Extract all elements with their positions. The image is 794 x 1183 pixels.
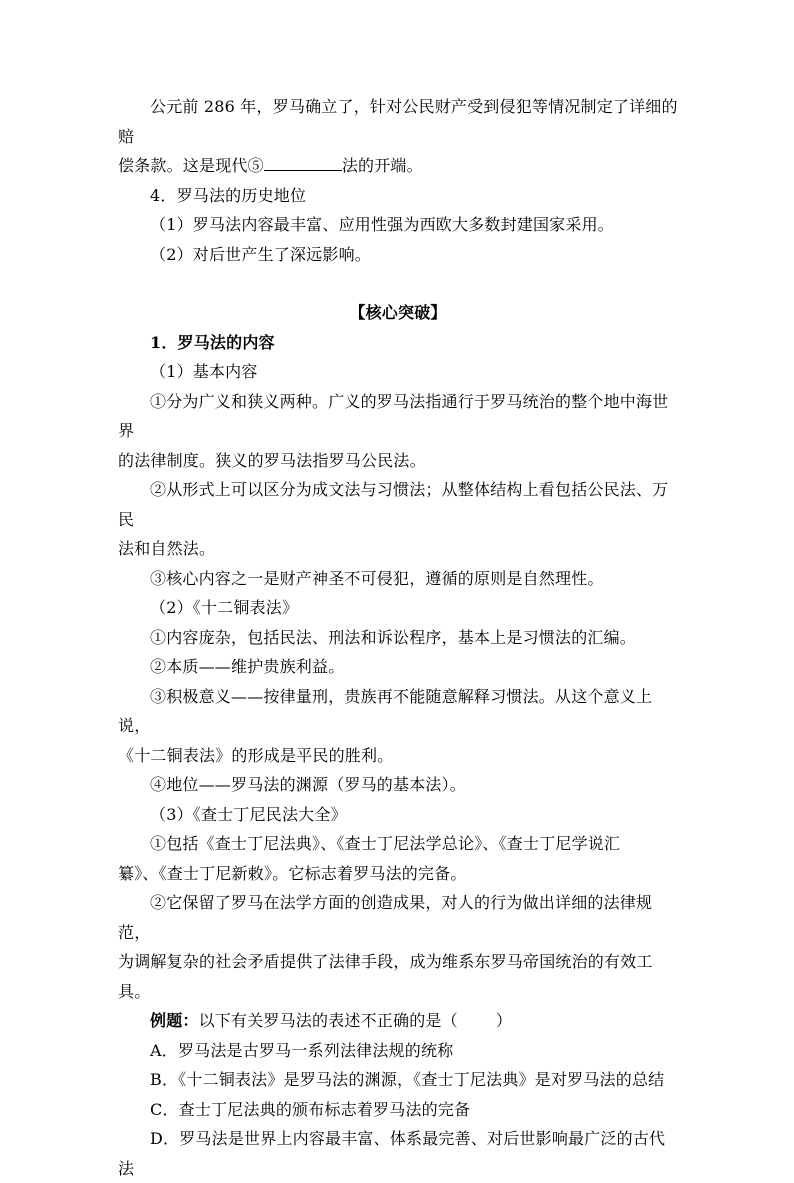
twelve-tables-p3-line-2: 《十二铜表法》的形成是平民的胜利。	[118, 745, 394, 765]
twelve-tables-p1: ①内容庞杂，包括民法、刑法和诉讼程序，基本上是习惯法的汇编。	[150, 627, 637, 647]
core-breakthrough-title: 【核心突破】	[349, 303, 447, 322]
twelve-tables-p3-line-1: ③积极意义——按律量刑，贵族再不能随意解释习惯法。从这个意义上说，	[118, 686, 653, 735]
intro-line-2	[118, 151, 678, 181]
justinian-p2-line-2: 为调解复杂的社会矛盾提供了法律手段，成为维系东罗马帝国统治的有效工具。	[118, 952, 653, 1001]
option-b: B．《十二铜表法》是罗马法的渊源，《查士丁尼法典》是对罗马法的总结	[150, 1070, 665, 1089]
intro-line-2-before-blank: 偿条款。这是现代⑤	[118, 156, 264, 175]
example-question-text-after: ）	[495, 1011, 513, 1030]
example-label: 例题：	[150, 1011, 199, 1030]
example-question	[118, 1006, 678, 1036]
option-c: C．查士丁尼法典的颁布标志着罗马法的完备	[150, 1099, 471, 1119]
basic-p3: ③核心内容之一是财产神圣不可侵犯，遵循的原则是自然理性。	[150, 568, 604, 588]
section-spacer	[118, 269, 678, 298]
history-item-2: （2）对后世产生了深远影响。	[150, 244, 371, 264]
basic-p2-line-2: 法和自然法。	[118, 539, 216, 558]
justinian-heading: （3）《查士丁尼民法大全》	[150, 804, 347, 824]
basic-p1-line-1: ①分为广义和狭义两种。广义的罗马法指通行于罗马统治的整个地中海世界	[118, 391, 669, 440]
basic-p1-line-2: 的法律制度。狭义的罗马法指罗马公民法。	[118, 450, 426, 470]
option-a: A．罗马法是古罗马一系列法律法规的统称	[150, 1040, 454, 1060]
twelve-tables-p4: ④地位——罗马法的渊源（罗马的基本法）。	[150, 775, 467, 794]
basic-p2-line-1: ②从形式上可以区分为成文法与习惯法；从整体结构上看包括公民法、万民	[118, 480, 669, 529]
example-question-text-before: 以下有关罗马法的表述不正确的是（	[198, 1011, 458, 1030]
basic-content-heading: （1）基本内容	[150, 362, 258, 381]
document-body	[118, 92, 678, 1183]
option-d: D．罗马法是世界上内容最丰富、体系最完善、对后世影响最广泛的古代法	[118, 1129, 666, 1178]
twelve-tables-p2: ②本质——维护贵族利益。	[150, 657, 345, 676]
fill-in-blank[interactable]	[264, 156, 342, 171]
justinian-p2-line-1: ②它保留了罗马在法学方面的创造成果，对人的行为做出详细的法律规范，	[118, 893, 653, 942]
section-1-heading: 1．罗马法的内容	[150, 332, 275, 352]
twelve-tables-heading: （2）《十二铜表法》	[150, 598, 299, 617]
intro-line-1: 公元前 286 年，罗马确立了，针对公民财产受到侵犯等情况制定了详细的赔	[118, 97, 678, 146]
history-heading: 4．罗马法的历史地位	[150, 185, 307, 205]
justinian-p1-line-2: 纂》、《查士丁尼新敕》。它标志着罗马法的完备。	[118, 863, 467, 883]
justinian-p1-line-1: ①包括《查士丁尼法典》、《查士丁尼法学总论》、《查士丁尼学说汇	[150, 834, 621, 853]
history-item-1: （1）罗马法内容最丰富、应用性强为西欧大多数封建国家采用。	[150, 215, 614, 234]
intro-line-2-after-blank: 法的开端。	[341, 156, 423, 175]
